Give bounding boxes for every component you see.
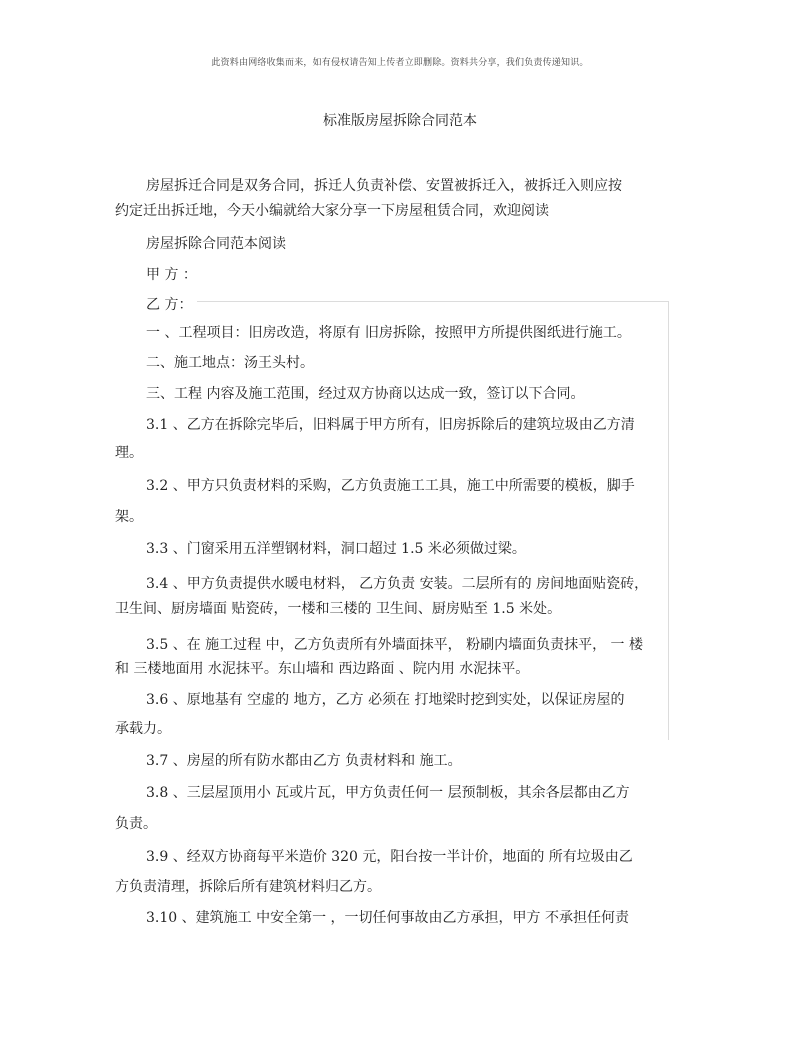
clause-line: 3.6 、原地基有 空虚的 地方，乙方 必须在 打地梁时挖到实处，以保证房屋的 <box>146 692 625 708</box>
clause-line: 卫生间、厨房墙面 贴瓷砖，一楼和三楼的 卫生间、厨房贴至 1.5 米处。 <box>115 601 562 617</box>
body-line: 约定迁出拆迁地，今天小编就给大家分享一下房屋租赁合同，欢迎阅读 <box>115 203 549 219</box>
body-line: 房屋拆除合同范本阅读 <box>146 236 286 252</box>
clause-line: 3.7 、房屋的所有防水都由乙方 负责材料和 施工。 <box>146 753 462 769</box>
clause-line: 3.8 、三层屋顶用小 瓦或片瓦，甲方负责任何一 层预制板，其余各层都由乙方 <box>146 785 630 801</box>
clause-line: 3.1 、乙方在拆除完毕后，旧料属于甲方所有，旧房拆除后的建筑垃圾由乙方清 <box>146 417 635 433</box>
clause-line: 和 三楼地面用 水泥抹平。东山墙和 西边路面 、院内用 水泥抹平。 <box>115 661 530 677</box>
clause-line: 3.3 、门窗采用五洋塑钢材料，洞口超过 1.5 米必须做过梁。 <box>146 541 526 557</box>
header-note: 此资料由网络收集而来，如有侵权请告知上传者立即删除。资料共分享，我们负责传递知识。 <box>211 58 589 68</box>
clause-line: 3.5 、在 施工过程 中，乙方负责所有外墙面抹平， 粉刷内墙面负责抹平， 一 楼 <box>146 637 643 653</box>
body-line: 一 、工程项目：旧房改造，将原有 旧房拆除，按照甲方所提供图纸进行施工。 <box>146 325 631 341</box>
party-b-label: 乙 方： <box>146 297 193 313</box>
body-line: 二、施工地点：汤王头村。 <box>146 355 314 371</box>
clause-line: 方负责清理，拆除后所有建筑材料归乙方。 <box>115 879 381 895</box>
clause-line: 3.2 、甲方只负责材料的采购，乙方负责施工工具，施工中所需要的模板，脚手 <box>146 478 635 494</box>
clause-line: 3.4 、甲方负责提供水暖电材料， 乙方负责 安装。二层所有的 房间地面贴瓷砖， <box>146 576 649 592</box>
clause-line: 负责。 <box>115 816 157 832</box>
body-line: 房屋拆迁合同是双务合同，拆迁人负责补偿、安置被拆迁入，被拆迁入则应按 <box>146 178 622 194</box>
document-title: 标准版房屋拆除合同范本 <box>323 113 477 129</box>
clause-line: 3.10 、建筑施工 中安全第一 ，一切任何事故由乙方承担，甲方 不承担任何责 <box>146 910 629 926</box>
clause-line: 架。 <box>115 509 143 525</box>
body-line: 三、工程 内容及施工范围，经过双方协商以达成一致，签订以下合同。 <box>146 386 585 402</box>
clause-line: 3.9 、经双方协商每平米造价 320 元，阳台按一半计价，地面的 所有垃圾由乙 <box>146 849 633 865</box>
party-a-label: 甲 方 ： <box>146 267 197 283</box>
clause-line: 承载力。 <box>115 721 171 737</box>
clause-line: 理。 <box>115 445 143 461</box>
